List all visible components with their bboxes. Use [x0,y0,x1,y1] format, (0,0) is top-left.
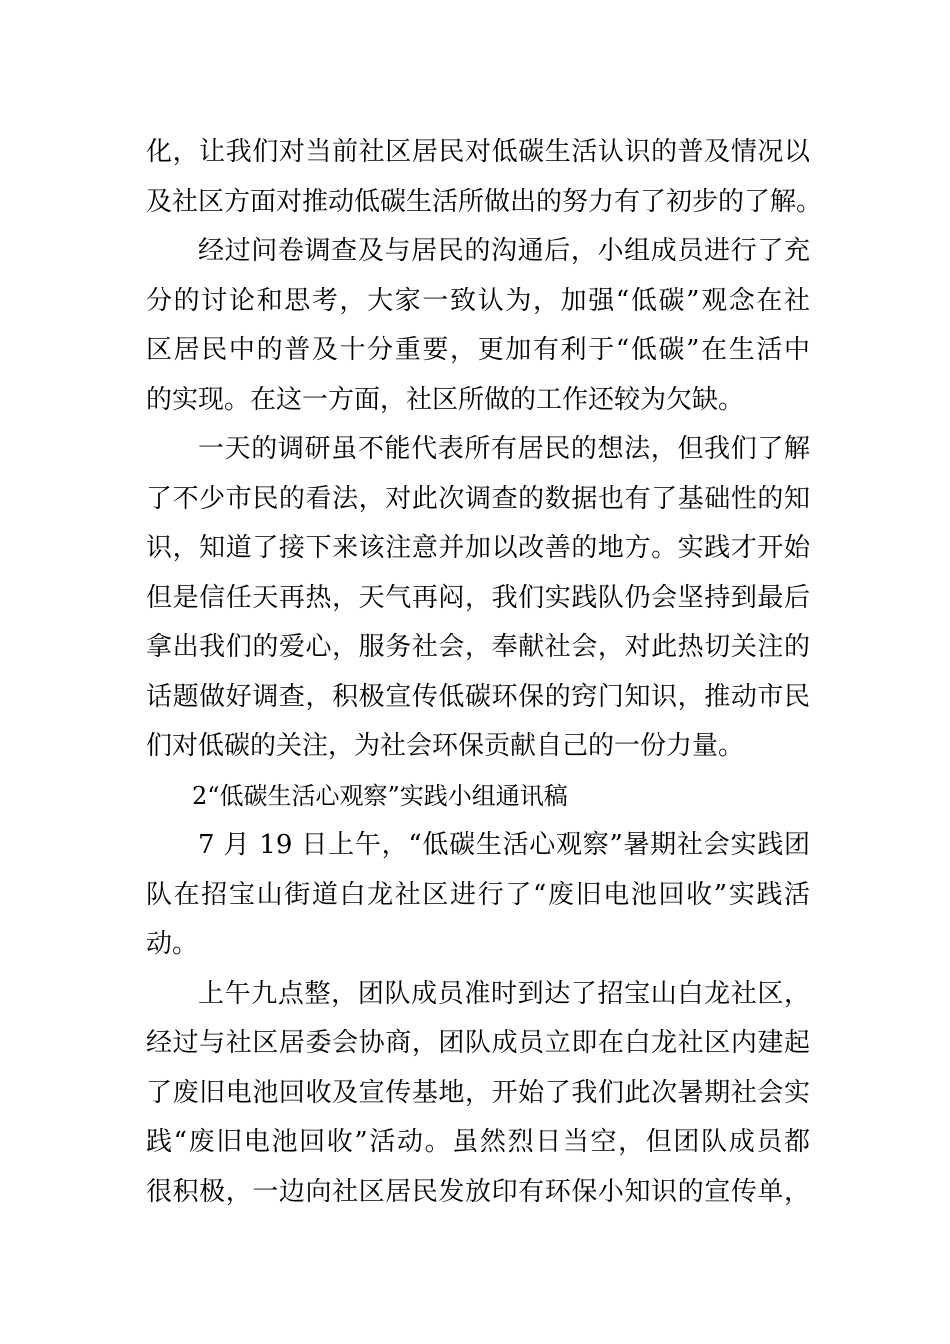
text-line: 上午九点整，团队成员准时到达了招宝山白龙社区， [198,978,810,1009]
text-line: 经过问卷调查及与居民的沟通后，小组成员进行了充 [198,236,810,266]
text-line: 区居民中的普及十分重要，更加有利于“低碳”在生活中 [146,335,810,365]
text-line: 及社区方面对推动低碳生活所做出的努力有了初步的了解。 [146,186,823,217]
section-title: 2“低碳生活心观察”实践小组通讯稿 [192,781,568,810]
paragraph-continuation [146,128,823,227]
text-line: 们对低碳的关注，为社会环保贡献自己的一份力量。 [146,731,745,761]
text-line: 很积极，一边向社区居民发放印有环保小知识的宣传单， [146,1176,810,1207]
text-line: 7 月 19 日上午，“低碳生活心观察”暑期社会实践团 [198,830,810,860]
text-line: 了废旧电池回收及宣传基地，开始了我们此次暑期社会实 [146,1077,810,1108]
text-line: 了不少市民的看法，对此次调查的数据也有了基础性的知 [146,483,810,514]
section-heading [146,772,810,822]
document-body [146,128,823,1217]
text-line: 践“废旧电池回收”活动。虽然烈日当空，但团队成员都 [146,1127,810,1157]
text-line: 经过与社区居委会协商，团队成员立即在白龙社区内建起 [146,1028,810,1058]
text-line: 话题做好调查，积极宣传低碳环保的窍门知识，推动市民 [146,681,810,712]
paragraph-event-detail [146,970,810,1218]
text-line: 队在招宝山街道白龙社区进行了“废旧电池回收”实践活 [146,879,810,910]
text-line: 分的讨论和思考，大家一致认为，加强“低碳”观念在社 [146,285,810,316]
text-line: 动。 [146,929,199,959]
paragraph-research [146,425,810,772]
paragraph-event-intro [146,821,810,970]
text-line: 一天的调研虽不能代表所有居民的想法，但我们了解 [198,434,810,464]
text-line: 拿出我们的爱心，服务社会，奉献社会，对此热切关注的 [146,632,810,662]
text-line: 但是信任天再热，天气再闷，我们实践队仍会坚持到最后 [146,582,810,613]
text-line: 的实现。在这一方面，社区所做的工作还较为欠缺。 [146,384,745,415]
paragraph-discussion [146,227,810,425]
text-line: 化，让我们对当前社区居民对低碳生活认识的普及情况以 [146,137,810,167]
text-line: 识，知道了接下来该注意并加以改善的地方。实践才开始 [146,533,810,563]
